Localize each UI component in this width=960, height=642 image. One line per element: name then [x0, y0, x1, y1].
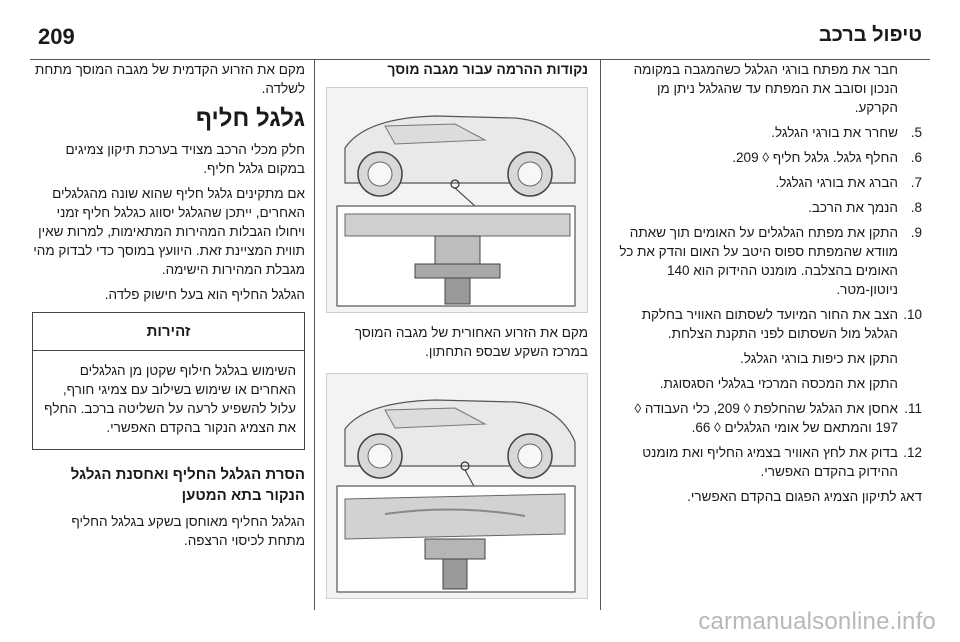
step-text: התקן את מפתח הגלגלים על האומים תוך שאתה מוודא שהמפתח ספוס היטב על האום והדק את כל האומים בהצלבה. מומנט ההידוק הוא 140 ניוטון-מטר. — [619, 225, 898, 297]
step-text: הנמך את הרכב. — [808, 200, 898, 215]
caution-box — [32, 312, 305, 450]
spare-para-4: הגלגל החליף מאוחסן בשקע בגלגל החליף מתחת לכיסוי הרצפה. — [71, 514, 305, 548]
right-intro: חבר את מפתח בורגי הגלגל כשהמגבה במקומה הנכון וסובב את המפתח עד שהגלגל ניתן מן הקרקע. — [633, 62, 898, 115]
step-text: בדוק את לחץ האוויר בצמיג החליף ואת מומנט ההידוק בהקדם האפשרי. — [642, 445, 898, 479]
spare-para-2: אם מתקינים גלגל חליף שהוא שונה מהגלגלים האחרים, ייתכן שהגלגל יסווג כגלגל חליף זמני ויחולו הגבלות המהירות המתאימות, למרות שאין תווית המציינת זאת. היוועץ במוסך כדי לבדוק מהי מגבלת המהירות הישימה. — [33, 186, 305, 277]
step-item — [610, 305, 922, 343]
step-item — [610, 443, 922, 481]
step-item — [610, 198, 922, 217]
section-title-spare-wheel: גלגל חליף — [195, 105, 305, 132]
step-number: 9. — [910, 225, 922, 240]
step-number: 11. — [904, 401, 922, 416]
subheading-removal: הסרת הגלגל החליף ואחסנת הגלגל הנקור בתא המטען — [70, 466, 305, 504]
spare-para-3: הגלגל החליף הוא בעל חישוק פלדה. — [104, 287, 305, 302]
step-text: שחרר את בורגי הגלגל. — [771, 125, 898, 140]
spare-para-1: חלק מכלי הרכב מצויד בערכת תיקון צמיגים במקום גלגל חליף. — [65, 142, 305, 176]
para-after-10a: התקן את כיפות בורגי הגלגל. — [740, 351, 898, 366]
column-divider-right — [600, 60, 601, 610]
figure-rear-lift-point — [326, 373, 588, 599]
left-column — [32, 60, 305, 556]
watermark: carmanualsonline.info — [698, 608, 936, 635]
step-item — [610, 399, 922, 437]
right-closing: דאג לתיקון הצמיג הפגום בהקדם האפשרי. — [687, 489, 922, 504]
lift-points-heading: נקודות ההרמה עבור מגבה מוסך — [387, 61, 588, 77]
figure-caption-rear: מקם את הזרוע האחורית של מגבה המוסך במרכז השקע שבספ התחתון. — [354, 325, 588, 359]
step-item — [610, 173, 922, 192]
step-item — [610, 223, 922, 299]
step-number: 8. — [910, 200, 922, 215]
column-divider-left — [314, 60, 315, 610]
page-number: 209 — [38, 24, 75, 49]
step-number: 5. — [910, 125, 922, 140]
running-title: טיפול ברכב — [818, 24, 922, 46]
caution-body: השימוש בגלגל חילוף שקטן מן הגלגלים האחרים או שימוש בשילוב עם צמיגי חורף, עלול להשפיע לרעה על השליטה ברכב. החלף את הצמיג הנקור בהקדם האפשרי. — [44, 363, 296, 435]
step-text: החלף גלגל. גלגל חליף ◊ 209. — [732, 150, 898, 165]
step-number: 12. — [903, 445, 922, 460]
step-number: 7. — [910, 175, 922, 190]
middle-column — [326, 60, 588, 609]
rear-lift-illustration — [326, 374, 587, 599]
right-column — [610, 60, 922, 512]
left-intro: מקם את הזרוע הקדמית של מגבה המוסך מתחת לשלדה. — [35, 62, 305, 96]
figure-front-lift-point — [326, 87, 588, 313]
caution-title: זהירות — [33, 313, 304, 351]
step-text: הצב את החור המיועד לשסתום האוויר בחלקת הגלגל מול השסתום לפני התקנת הצלחת. — [641, 307, 898, 341]
steps-list-1 — [610, 123, 922, 343]
steps-list-2 — [610, 399, 922, 481]
para-after-10b: התקן את המכסה המרכזי בגלגלי הסגסוגת. — [659, 376, 898, 391]
step-text: הברג את בורגי הגלגל. — [775, 175, 898, 190]
step-number: 6. — [910, 150, 922, 165]
step-number: 10. — [903, 307, 922, 322]
step-item — [610, 123, 922, 142]
step-item — [610, 148, 922, 167]
step-text: אחסן את הגלגל שהחלפת ◊ 209, כלי העבודה ◊ 197 והמתאם של אומי הגלגלים ◊ 66. — [634, 401, 898, 435]
front-lift-illustration — [326, 88, 587, 313]
page-header — [30, 14, 930, 50]
